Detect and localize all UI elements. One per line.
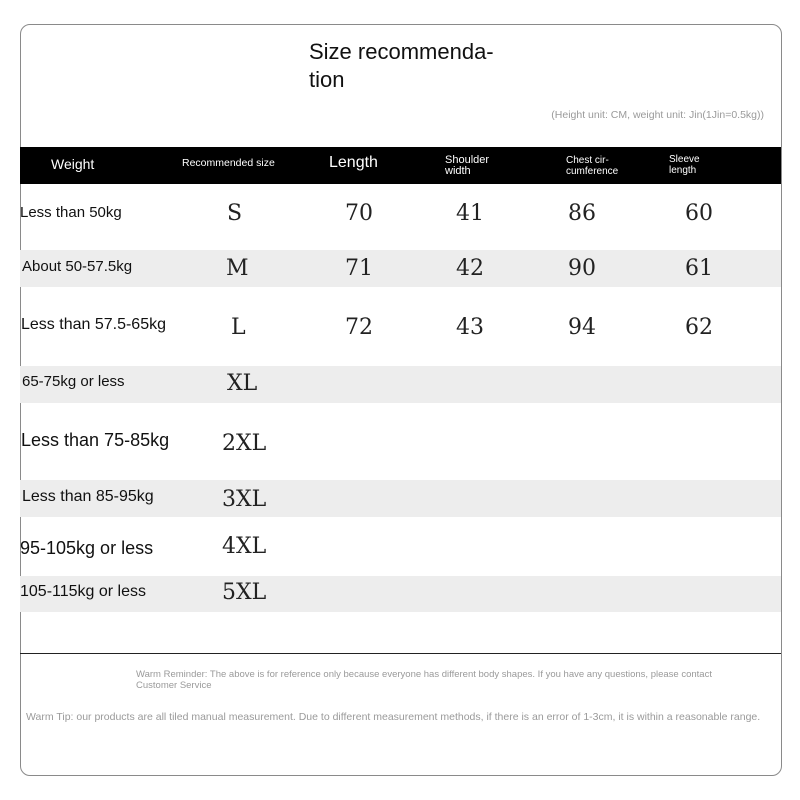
row-sleeve: 60: [685, 201, 713, 226]
row-size: L: [231, 315, 246, 340]
header-chest-line1: Chest cir-: [566, 155, 609, 166]
header-sleeve-length: [669, 154, 700, 176]
row-size: 5XL: [222, 580, 267, 605]
row-shoulder: 42: [456, 256, 484, 281]
row-weight: Less than 75-85kg: [21, 430, 170, 450]
row-length: 72: [345, 315, 373, 340]
row-weight: 95-105kg or less: [20, 538, 154, 558]
row-size: S: [227, 201, 243, 226]
row-shoulder: 43: [456, 315, 484, 340]
table-row: [20, 184, 781, 250]
header-shoulder-line2: width: [445, 165, 471, 177]
header-chest-circumference: [566, 155, 618, 177]
header-chest-line2: cumference: [566, 166, 619, 177]
footer-divider: [20, 653, 781, 654]
row-length: 70: [345, 201, 373, 226]
row-weight: Less than 57.5-65kg: [21, 316, 166, 333]
header-shoulder-width: [445, 155, 489, 177]
row-length: 71: [345, 256, 373, 281]
row-chest: 90: [568, 256, 596, 281]
row-size: 2XL: [222, 431, 267, 456]
row-sleeve: 62: [685, 315, 713, 340]
row-size: XL: [227, 371, 258, 396]
table-row: [20, 403, 781, 480]
header-shoulder-line1: Shoulder: [445, 154, 490, 166]
warm-reminder: Warm Reminder: The above is for reference only because everyone has different body shapes. If you have any questions, please contact Customer Service: [136, 669, 712, 691]
table-row: [20, 517, 781, 576]
table-row: [20, 576, 781, 612]
row-size: M: [226, 256, 249, 281]
header-weight: Weight: [51, 156, 95, 172]
table-row: [20, 250, 781, 287]
table-row: [20, 480, 781, 517]
table-header: [20, 147, 781, 184]
table-row: [20, 366, 781, 403]
header-sleeve-line2: length: [669, 165, 697, 176]
row-chest: 94: [568, 315, 596, 340]
header-sleeve-line1: Sleeve: [669, 154, 700, 165]
row-weight: Less than 50kg: [20, 204, 122, 221]
row-weight: Less than 85-95kg: [22, 488, 154, 505]
row-size: 4XL: [222, 534, 267, 559]
row-weight: 105-115kg or less: [20, 583, 146, 600]
row-sleeve: 61: [685, 256, 713, 281]
page-title: Size recommenda- tion: [309, 39, 494, 92]
table-row: [20, 287, 781, 366]
row-size: 3XL: [222, 487, 267, 512]
row-weight: 65-75kg or less: [22, 373, 125, 390]
warm-tip: Warm Tip: our products are all tiled manual measurement. Due to different measurement methods, if there is an error of 1-3cm, it is within a reasonable range.: [26, 711, 761, 723]
unit-note: (Height unit: CM, weight unit: Jin(1Jin=0.5kg)): [551, 109, 764, 121]
row-weight: About 50-57.5kg: [22, 258, 133, 275]
header-length: Length: [329, 154, 378, 171]
row-shoulder: 41: [456, 201, 484, 226]
header-recommended-size: Recommended size: [182, 157, 275, 169]
row-chest: 86: [568, 201, 596, 226]
